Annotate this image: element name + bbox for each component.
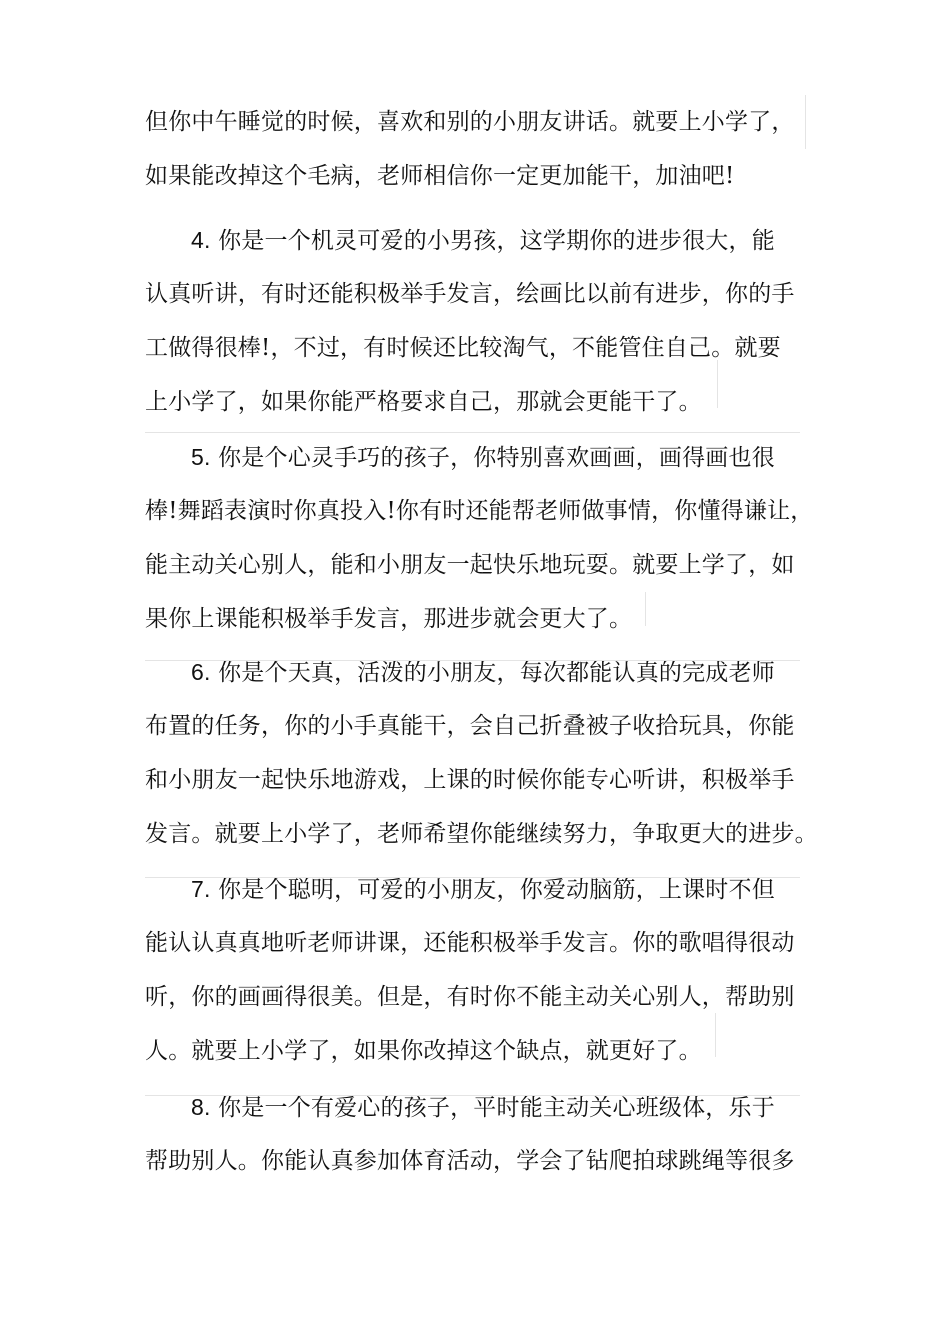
paragraph-7 <box>145 862 815 1078</box>
paragraph-5 <box>145 430 815 646</box>
paragraph-number: 8. <box>191 1094 211 1120</box>
text-line: 人。就要上小学了，如果你改掉这个缺点，就更好了。 <box>145 1038 702 1064</box>
text-line: 如果能改掉这个毛病，老师相信你一定更加能干，加油吧! <box>145 163 735 189</box>
text-line: 你是个聪明，可爱的小朋友，你爱动脑筋，上课时不但 <box>218 877 775 903</box>
text-line: 认真听讲，有时还能积极举手发言，绘画比以前有进步，你的手 <box>145 281 795 307</box>
text-line: 果你上课能积极举手发言，那进步就会更大了。 <box>145 606 633 632</box>
paragraph-8 <box>145 1080 815 1188</box>
text-line-first <box>145 645 815 699</box>
paragraph-4 <box>145 213 815 429</box>
text-line: 和小朋友一起快乐地游戏，上课的时候你能专心听讲，积极举手 <box>145 767 795 793</box>
text-line: 帮助别人。你能认真参加体育活动，学会了钻爬拍球跳绳等很多 <box>145 1148 795 1174</box>
text-line: 发言。就要上小学了，老师希望你能继续努力，争取更大的进步。 <box>145 821 818 847</box>
text-line: 你是一个有爱心的孩子，平时能主动关心班级体，乐于 <box>218 1095 775 1121</box>
text-line: 能认认真真地听老师讲课，还能积极举手发言。你的歌唱得很动 <box>145 930 795 956</box>
text-line: 但你中午睡觉的时候，喜欢和别的小朋友讲话。就要上小学了， <box>145 109 795 135</box>
paragraph-6 <box>145 645 818 861</box>
text-line: 布置的任务，你的小手真能干，会自己折叠被子收拾玩具，你能 <box>145 713 795 739</box>
text-line: 上小学了，如果你能严格要求自己，那就会更能干了。 <box>145 389 702 415</box>
text-line-first <box>145 430 815 484</box>
text-line: 听，你的画画得很美。但是，有时你不能主动关心别人，帮助别 <box>145 984 795 1010</box>
paragraph-number: 6. <box>191 659 211 685</box>
paragraph-number: 7. <box>191 876 211 902</box>
text-line-first <box>145 862 815 916</box>
text-line: 你是个心灵手巧的孩子，你特别喜欢画画，画得画也很 <box>218 445 775 471</box>
text-line: 你是一个机灵可爱的小男孩，这学期你的进步很大，能 <box>218 228 775 254</box>
text-line-first <box>145 213 815 267</box>
paragraph-3-continuation <box>145 95 815 203</box>
text-line: 棒!舞蹈表演时你真投入!你有时还能帮老师做事情，你懂得谦让， <box>145 498 814 524</box>
text-line: 你是个天真，活泼的小朋友，每次都能认真的完成老师 <box>218 660 775 686</box>
text-line-first <box>145 1080 815 1134</box>
text-line: 工做得很棒!，不过，有时候还比较淘气，不能管住自己。就要 <box>145 335 781 361</box>
text-line: 能主动关心别人，能和小朋友一起快乐地玩耍。就要上学了，如 <box>145 552 795 578</box>
paragraph-number: 5. <box>191 444 211 470</box>
paragraph-number: 4. <box>191 227 211 253</box>
